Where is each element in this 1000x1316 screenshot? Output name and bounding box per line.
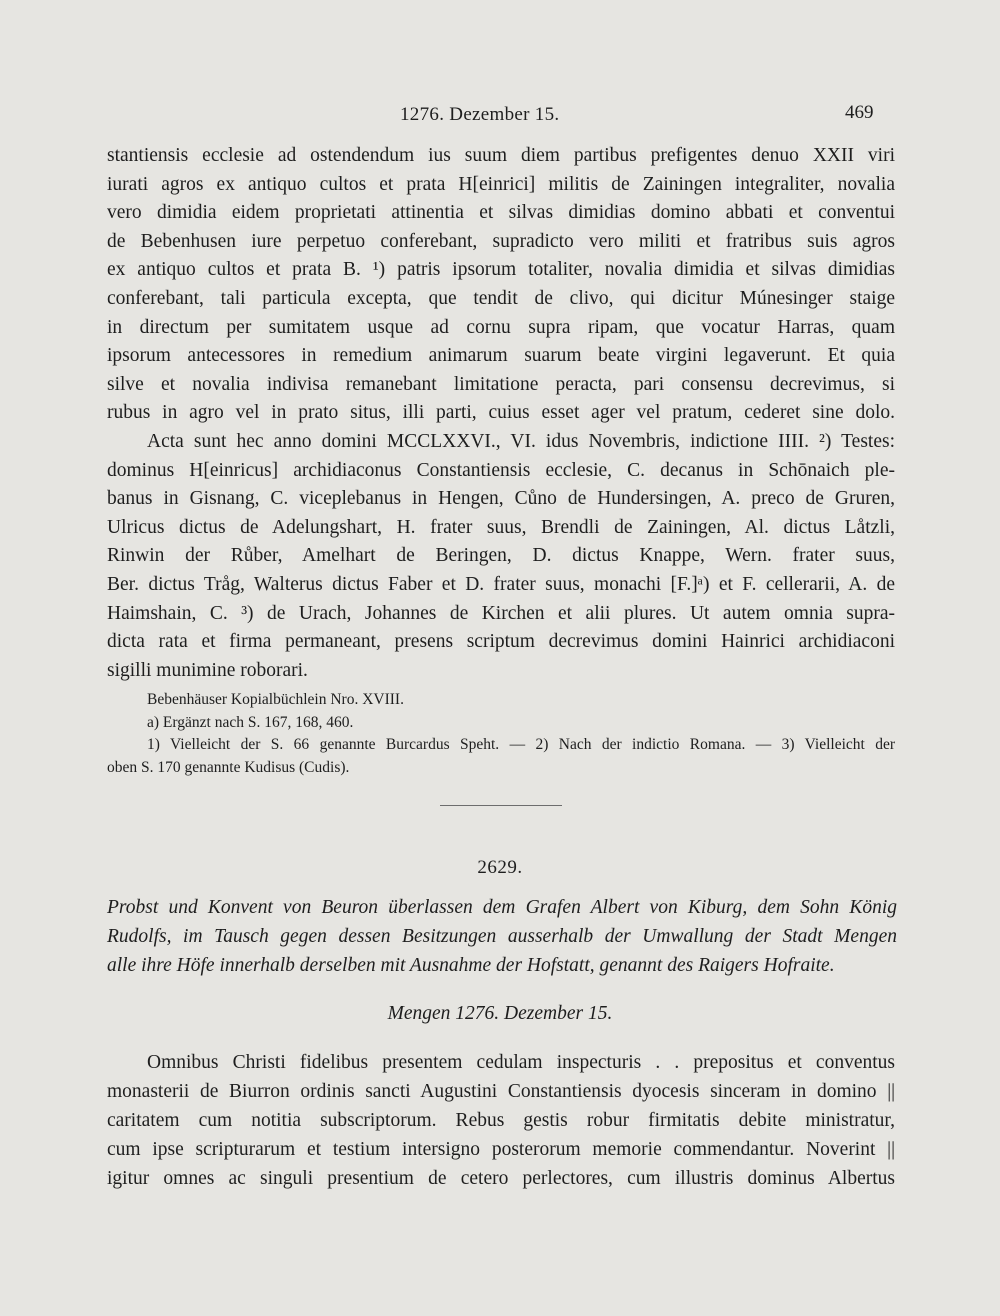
charter-text-continued [107, 142, 895, 685]
footnotes [107, 689, 895, 779]
text-line: dominus H[einricus] archidiaconus Constantiensis ecclesie, C. decanus in Schōnaich ple- [107, 459, 895, 481]
text-line: sigilli munimine roborari. [107, 659, 308, 681]
text-line: iurati agros ex antiquo cultos et prata H[einrici] militis de Zainingen integraliter, novalia [107, 173, 895, 195]
summary-line: Probst und Konvent von Beuron überlassen dem Grafen Albert von Kiburg, dem Sohn König [107, 897, 897, 918]
page-header [0, 100, 1000, 130]
text-line: Acta sunt hec anno domini MCCLXXVI., VI. idus Novembris, indictione IIII. ²) Testes: [147, 430, 895, 452]
text-line: silve et novalia indivisa remanebant limitatione peracta, pari consensu decrevimus, si [107, 373, 895, 395]
source-note: Bebenhäuser Kopialbüchlein Nro. XVIII. [147, 691, 404, 708]
text-line: in directum per sumitatem usque ad cornu supra ripam, que vocatur Harras, quam [107, 316, 895, 338]
charter-text [107, 1048, 895, 1193]
page-number: 469 [845, 102, 874, 123]
text-line: Rinwin der Růber, Amelhart de Beringen, D. dictus Knappe, Wern. frater suus, [107, 545, 895, 567]
summary-line: alle ihre Höfe innerhalb derselben mit Ausnahme der Hofstatt, genannt des Raigers Hofraite. [107, 955, 835, 976]
text-line: Omnibus Christi fidelibus presentem cedulam inspecturis . . prepositus et conventus [147, 1052, 895, 1073]
text-line: ipsorum antecessores in remedium animarum suarum beate virgini legaverunt. Et quia [107, 345, 895, 367]
text-line: rubus in agro vel in prato situs, illi parti, cuius esset ager vel pratum, cederet sine dolo. [107, 402, 895, 424]
text-line: monasterii de Biurron ordinis sancti Augustini Constantiensis dyocesis sinceram in domino || [107, 1081, 895, 1102]
section-divider [440, 805, 562, 806]
text-line: caritatem cum notitia subscriptorum. Rebus gestis robur firmitatis debite ministratur, [107, 1110, 895, 1131]
text-line: dicta rata et firma permaneant, presens scriptum decrevimus domini Hainrici archidiaconi [107, 631, 895, 653]
dateline: Mengen 1276. Dezember 15. [387, 1003, 613, 1024]
document-number: 2629. [477, 857, 523, 878]
text-line: stantiensis ecclesie ad ostendendum ius suum diem partibus prefigentes denuo XXII viri [107, 145, 895, 166]
footnote-1-continued: oben S. 170 genannte Kudisus (Cudis). [107, 758, 350, 776]
text-line: cum ipse scripturarum et testium intersigno posterorum memorie commendantur. Noverint || [107, 1139, 895, 1160]
text-line: ex antiquo cultos et prata B. ¹) patris ipsorum totaliter, novalia dimidia et silvas dimidias [107, 259, 895, 281]
footnote-1: 1) Vielleicht der S. 66 genannte Burcardus Speht. — 2) Nach der indictio Romana. — 3) Vielleicht der [147, 736, 895, 753]
summary-line: Rudolfs, im Tausch gegen dessen Besitzungen ausserhalb der Umwallung der Stadt Mengen [107, 926, 897, 947]
running-title: 1276. Dezember 15. [400, 104, 560, 125]
text-line: Ulricus dictus de Adelungshart, H. frater suus, Brendli de Zainingen, Al. dictus Låtzli, [107, 516, 895, 538]
regest-summary [107, 893, 897, 980]
text-line: igitur omnes ac singuli presentium de cetero perlectores, cum illustris dominus Albertus [107, 1168, 895, 1189]
text-line: Haimshain, C. ³) de Urach, Johannes de Kirchen et alii plures. Ut autem omnia supra- [107, 602, 895, 624]
text-line: Ber. dictus Tråg, Walterus dictus Faber et D. frater suus, monachi [F.]ᵃ) et F. cellerarii, A. de [107, 573, 895, 595]
text-line: vero dimidia eidem proprietati attinentia et silvas dimidias domino abbati et conventui [107, 202, 895, 224]
text-line: banus in Gisnang, C. viceplebanus in Hengen, Cůno de Hundersingen, A. preco de Gruren, [107, 488, 895, 510]
text-line: de Bebenhusen iure perpetuo conferebant, supradicto vero militi et fratribus suis agros [107, 230, 895, 252]
text-line: conferebant, tali particula excepta, que tendit de clivo, qui dicitur Múnesinger staige [107, 287, 895, 309]
footnote-a: a) Ergänzt nach S. 167, 168, 460. [147, 713, 354, 731]
